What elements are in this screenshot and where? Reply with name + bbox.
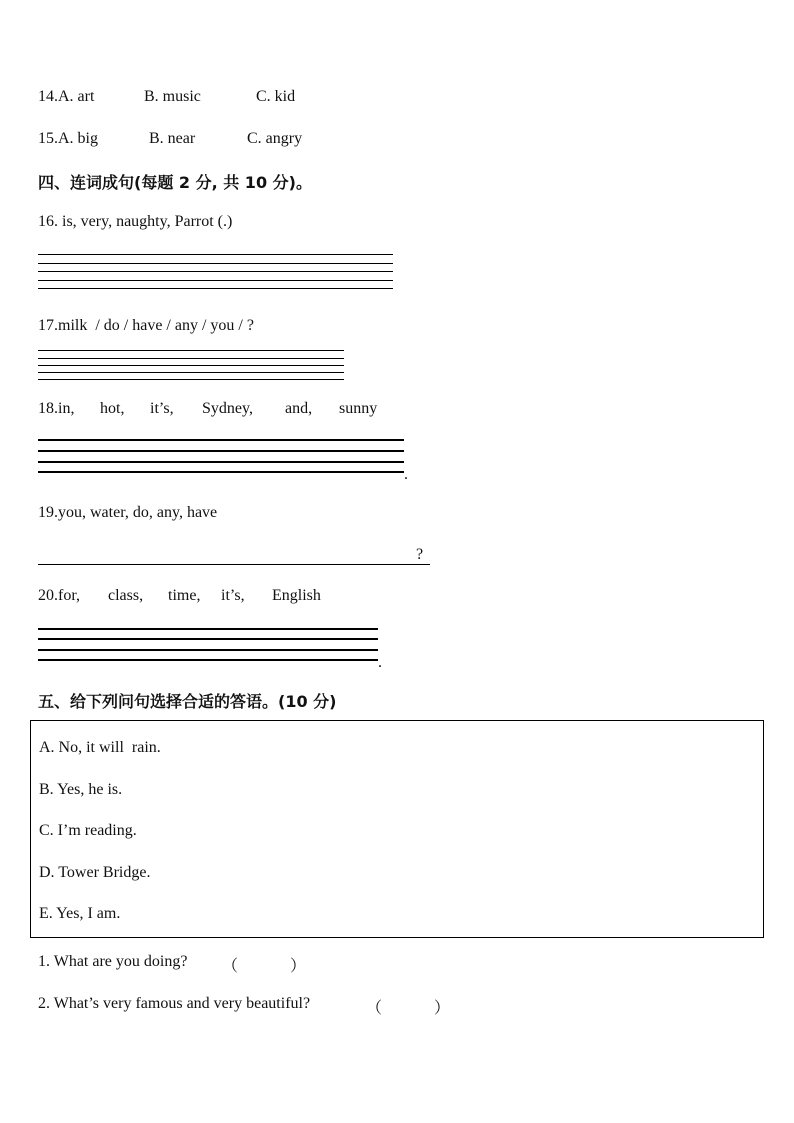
word: and, — [285, 400, 313, 417]
answer-blank-2[interactable] — [384, 995, 440, 1015]
question-20 — [38, 587, 321, 605]
option-c: C. I’m reading. — [39, 822, 137, 839]
answer-paren-open: （ — [222, 958, 239, 975]
question-words: you, water, do, any, have — [58, 504, 218, 521]
option-a: A. big — [58, 130, 98, 147]
option-a: A. No, it will rain. — [39, 739, 161, 756]
end-punctuation: ? — [416, 546, 424, 563]
question-number: 20. — [38, 587, 58, 604]
option-d: D. Tower Bridge. — [39, 864, 151, 881]
option-a: A. art — [58, 88, 95, 105]
question-words: is, very, naughty, Parrot (.) — [58, 213, 233, 230]
question-15 — [38, 130, 302, 148]
question-18 — [38, 400, 377, 418]
word: hot, — [100, 400, 125, 417]
section-4-heading: 四、连词成句(每题 2 分, 共 10 分)。 — [38, 173, 312, 192]
question-19 — [38, 504, 217, 522]
word: it’s, — [221, 587, 245, 604]
word: Sydney, — [202, 400, 253, 417]
question-number: 16. — [38, 213, 58, 230]
option-e: E. Yes, I am. — [39, 905, 121, 922]
option-b: B. music — [144, 88, 201, 105]
question-number: 14. — [38, 88, 58, 105]
word: time, — [168, 587, 201, 604]
section-5-heading: 五、给下列问句选择合适的答语。(10 分) — [38, 692, 337, 711]
question-14 — [38, 88, 295, 106]
answer-paren-close: ） — [290, 958, 307, 975]
question-number: 17. — [38, 317, 58, 334]
word: class, — [108, 587, 144, 604]
answer-blank-1[interactable] — [240, 953, 296, 973]
end-punctuation: . — [404, 466, 408, 483]
question-number: 18. — [38, 400, 58, 417]
option-c: C. angry — [247, 130, 303, 147]
answer-options-box — [30, 720, 764, 938]
answer-paren-open: （ — [366, 1000, 383, 1017]
word: it’s, — [150, 400, 174, 417]
word: sunny — [339, 400, 378, 417]
question-5-2: 2. What’s very famous and very beautiful? — [38, 995, 311, 1012]
question-words: milk / do / have / any / you / ? — [58, 317, 254, 334]
word: in, — [58, 400, 75, 417]
answer-paren-close: ） — [434, 1000, 451, 1017]
word: for, — [58, 587, 81, 604]
word: English — [272, 587, 321, 604]
answer-line-19[interactable] — [38, 564, 430, 565]
option-b: B. near — [149, 130, 196, 147]
question-5-1: 1. What are you doing? — [38, 953, 188, 970]
question-number: 19. — [38, 504, 58, 521]
question-16 — [38, 213, 232, 231]
question-number: 15. — [38, 130, 58, 147]
option-b: B. Yes, he is. — [39, 781, 123, 798]
option-c: C. kid — [256, 88, 296, 105]
question-17 — [38, 317, 254, 335]
end-punctuation: . — [378, 654, 382, 671]
